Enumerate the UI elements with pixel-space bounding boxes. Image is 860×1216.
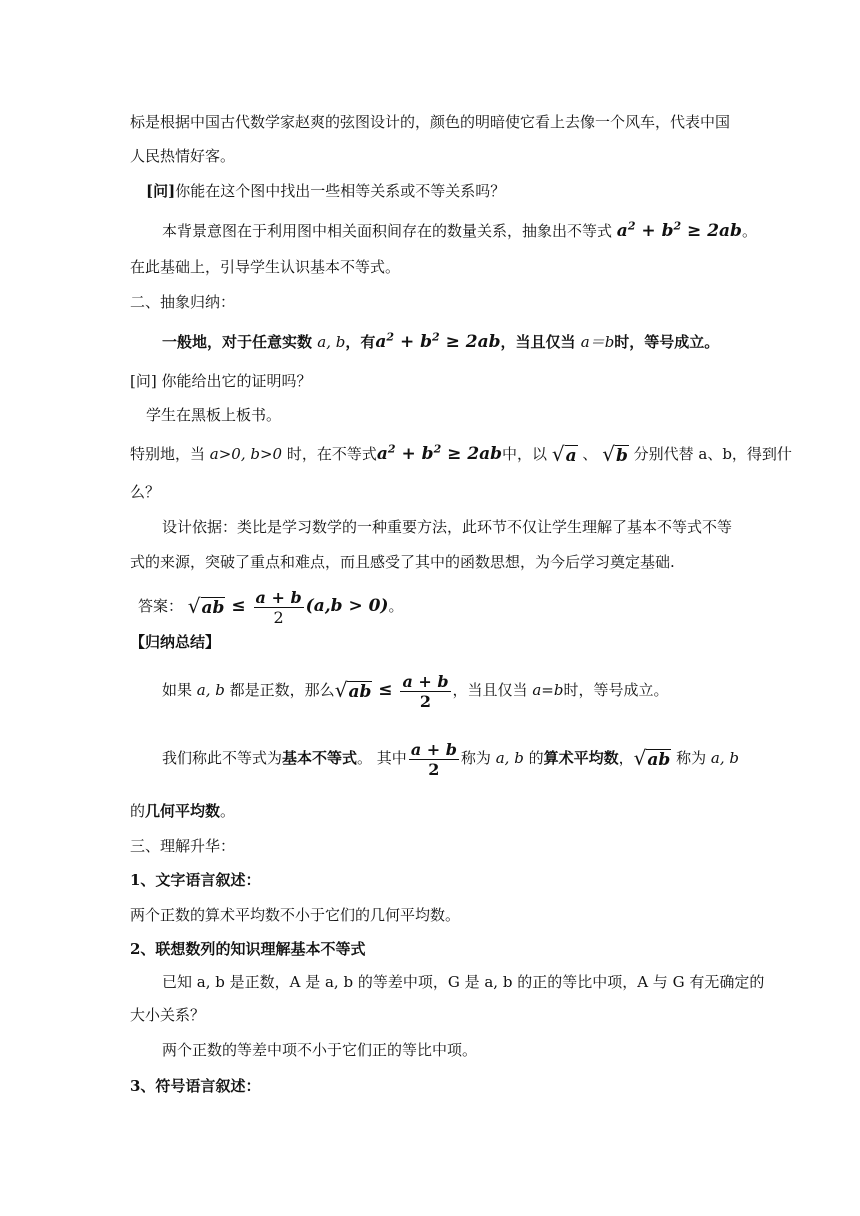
fraction-mean: $\frac{a + b}{2}$	[255, 587, 302, 627]
paragraph-line	[162, 221, 757, 241]
sqrt-a: √a	[551, 442, 577, 466]
summary-title: 【归纳总结】	[130, 633, 221, 651]
fraction-mean: $\frac{a + b}{2}$	[402, 671, 449, 711]
question-line	[130, 371, 312, 391]
sqrt-ab: √ab	[334, 678, 372, 702]
question-text: 你能在这个图中找出一些相等关系或不等关系吗？	[175, 182, 506, 200]
paragraph-line: 特别地，当 a>0, b>0 时，在不等式$a^2 + b^2 \ge 2ab$中，以 √a 、 √b 分别代替 a、b，得到什	[130, 442, 792, 466]
inequality-formula: $a^2 + b^2 \ge 2ab$	[376, 442, 503, 464]
paragraph-line: 学生在黑板上板书。	[146, 406, 282, 424]
paragraph-line: 么？	[130, 483, 161, 501]
section-heading: 二、抽象归纳：	[130, 293, 236, 311]
definition-line: 我们称此不等式为基本不等式。 其中 $\frac{a + b}{2}$ 称为 a, b 的算术平均数，√ab 称为 a, b	[162, 739, 739, 779]
question-tag: [问]	[146, 182, 176, 200]
paragraph-line: 式的来源，突破了重点和难点，而且感受了其中的函数思想，为今后学习奠定基础.	[130, 553, 675, 571]
answer-line: 答案： √ab ≤ $\frac{a + b}{2}$ (a,b > 0)。	[138, 587, 404, 627]
definition-line: 的几何平均数。	[130, 802, 236, 820]
paragraph-line: 两个正数的算术平均数不小于它们的几何平均数。	[130, 906, 461, 924]
paragraph-line: 大小关系？	[130, 1006, 206, 1024]
subsection-title: 1、文字语言叙述：	[130, 871, 261, 889]
sqrt-ab: √ab	[187, 594, 225, 618]
paragraph-line: 已知 a, b 是正数，A 是 a, b 的等差中项，G 是 a, b 的正的等比中项，A 与 G 有无确定的	[162, 973, 765, 991]
sqrt-b: √b	[602, 442, 628, 466]
subsection-title: 2、联想数列的知识理解基本不等式	[130, 940, 366, 958]
paragraph-line: 两个正数的等差中项不小于它们正的等比中项。	[162, 1041, 478, 1059]
section-heading: 三、理解升华：	[130, 837, 236, 855]
sqrt-ab: √ab	[633, 746, 671, 770]
question-line	[146, 181, 505, 201]
text-span: 本背景意图在于利用图中相关面积间存在的数量关系，抽象出不等式	[162, 222, 613, 240]
paragraph-line: 标是根据中国古代数学家赵爽的弦图设计的，颜色的明暗使它看上去像一个风车，代表中国	[130, 113, 731, 131]
inequality-formula: $a^2 + b^2 \ge 2ab$	[375, 330, 501, 352]
subsection-title: 3、符号语言叙述：	[130, 1077, 261, 1095]
inequality-formula: $a^2 + b^2 \ge 2ab$	[616, 219, 742, 241]
paragraph-line: 人民热情好客。	[130, 147, 236, 165]
text-span: 。	[741, 222, 757, 240]
question-text: 你能给出它的证明吗？	[161, 372, 312, 390]
fraction-mean: $\frac{a + b}{2}$	[410, 739, 457, 779]
answer-condition: (a,b > 0)	[305, 596, 389, 616]
paragraph-line: 在此基础上，引导学生认识基本不等式。	[130, 258, 401, 276]
theorem-line: 如果 a, b 都是正数，那么√ab ≤ $\frac{a + b}{2}$ ，当且仅当 a=b时，等号成立。	[162, 671, 669, 711]
paragraph-line: 设计依据：类比是学习数学的一种重要方法，此环节不仅让学生理解了基本不等式不等	[162, 518, 733, 536]
question-tag: [问]	[130, 372, 157, 390]
theorem-line: 一般地，对于任意实数 a, b，有$a^2 + b^2 \ge 2ab$，当且仅当 a＝b时，等号成立。	[162, 330, 720, 352]
